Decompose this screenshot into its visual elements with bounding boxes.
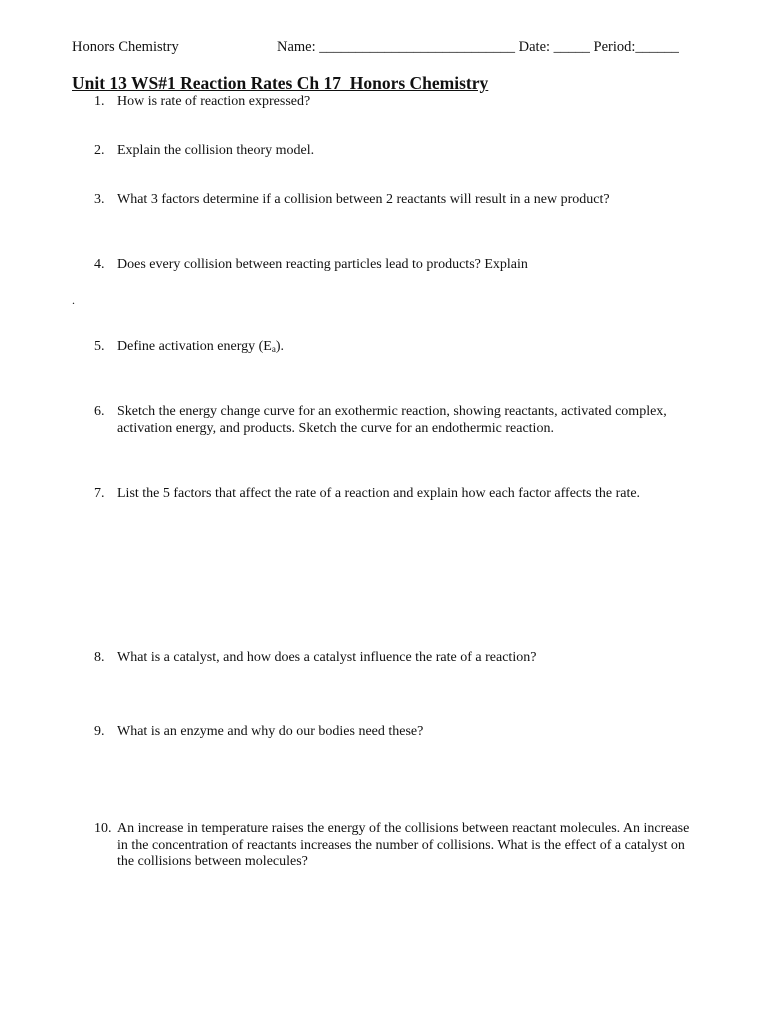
question-number: 2. xyxy=(94,143,105,158)
question-text-part: ). xyxy=(275,339,285,354)
question-6 xyxy=(94,404,694,437)
question-text: What is a catalyst, and how does a catalyst influence the rate of a reaction? xyxy=(117,650,537,665)
student-info-fields: Name: ___________________________ Date: _____ Period:______ xyxy=(277,39,679,55)
question-text: Does every collision between reacting particles lead to products? Explain xyxy=(117,257,528,272)
stray-period-mark: . xyxy=(72,293,75,307)
question-number: 6. xyxy=(94,404,105,419)
question-text: How is rate of reaction expressed? xyxy=(117,94,311,109)
question-text-part: Define activation energy (E xyxy=(117,339,272,354)
question-number: 4. xyxy=(94,257,105,272)
question-text xyxy=(117,339,694,356)
question-7 xyxy=(94,486,694,503)
worksheet-title: Unit 13 WS#1 Reaction Rates Ch 17 Honors Chemistry xyxy=(72,73,489,93)
question-8 xyxy=(94,650,694,667)
question-number: 8. xyxy=(94,650,105,665)
question-1 xyxy=(94,94,694,111)
question-number: 1. xyxy=(94,94,105,109)
question-3 xyxy=(94,192,694,209)
question-number: 5. xyxy=(94,339,105,354)
question-text: Explain the collision theory model. xyxy=(117,143,315,158)
question-text: An increase in temperature raises the energy of the collisions between reactant molecules. An increase in the concentration of reactants increases the number of collisions. What is the effect of a catalyst on the collisions between molecules? xyxy=(117,821,690,869)
question-text: List the 5 factors that affect the rate of a reaction and explain how each factor affects the rate. xyxy=(117,486,641,501)
question-number: 7. xyxy=(94,486,105,501)
question-10 xyxy=(94,821,694,871)
question-2 xyxy=(94,143,694,160)
course-name: Honors Chemistry xyxy=(72,39,179,55)
question-number: 10. xyxy=(94,821,112,836)
worksheet-header xyxy=(72,38,712,56)
question-5 xyxy=(94,339,694,356)
question-4 xyxy=(94,257,694,274)
question-number: 9. xyxy=(94,724,105,739)
activation-energy-subscript: a xyxy=(271,344,276,354)
question-text: Sketch the energy change curve for an exothermic reaction, showing reactants, activated complex, activation energy, and products. Sketch the curve for an endothermic reaction. xyxy=(117,404,667,436)
question-9 xyxy=(94,724,694,741)
question-number: 3. xyxy=(94,192,105,207)
question-text: What is an enzyme and why do our bodies need these? xyxy=(117,724,424,739)
question-text: What 3 factors determine if a collision between 2 reactants will result in a new product? xyxy=(117,192,610,207)
